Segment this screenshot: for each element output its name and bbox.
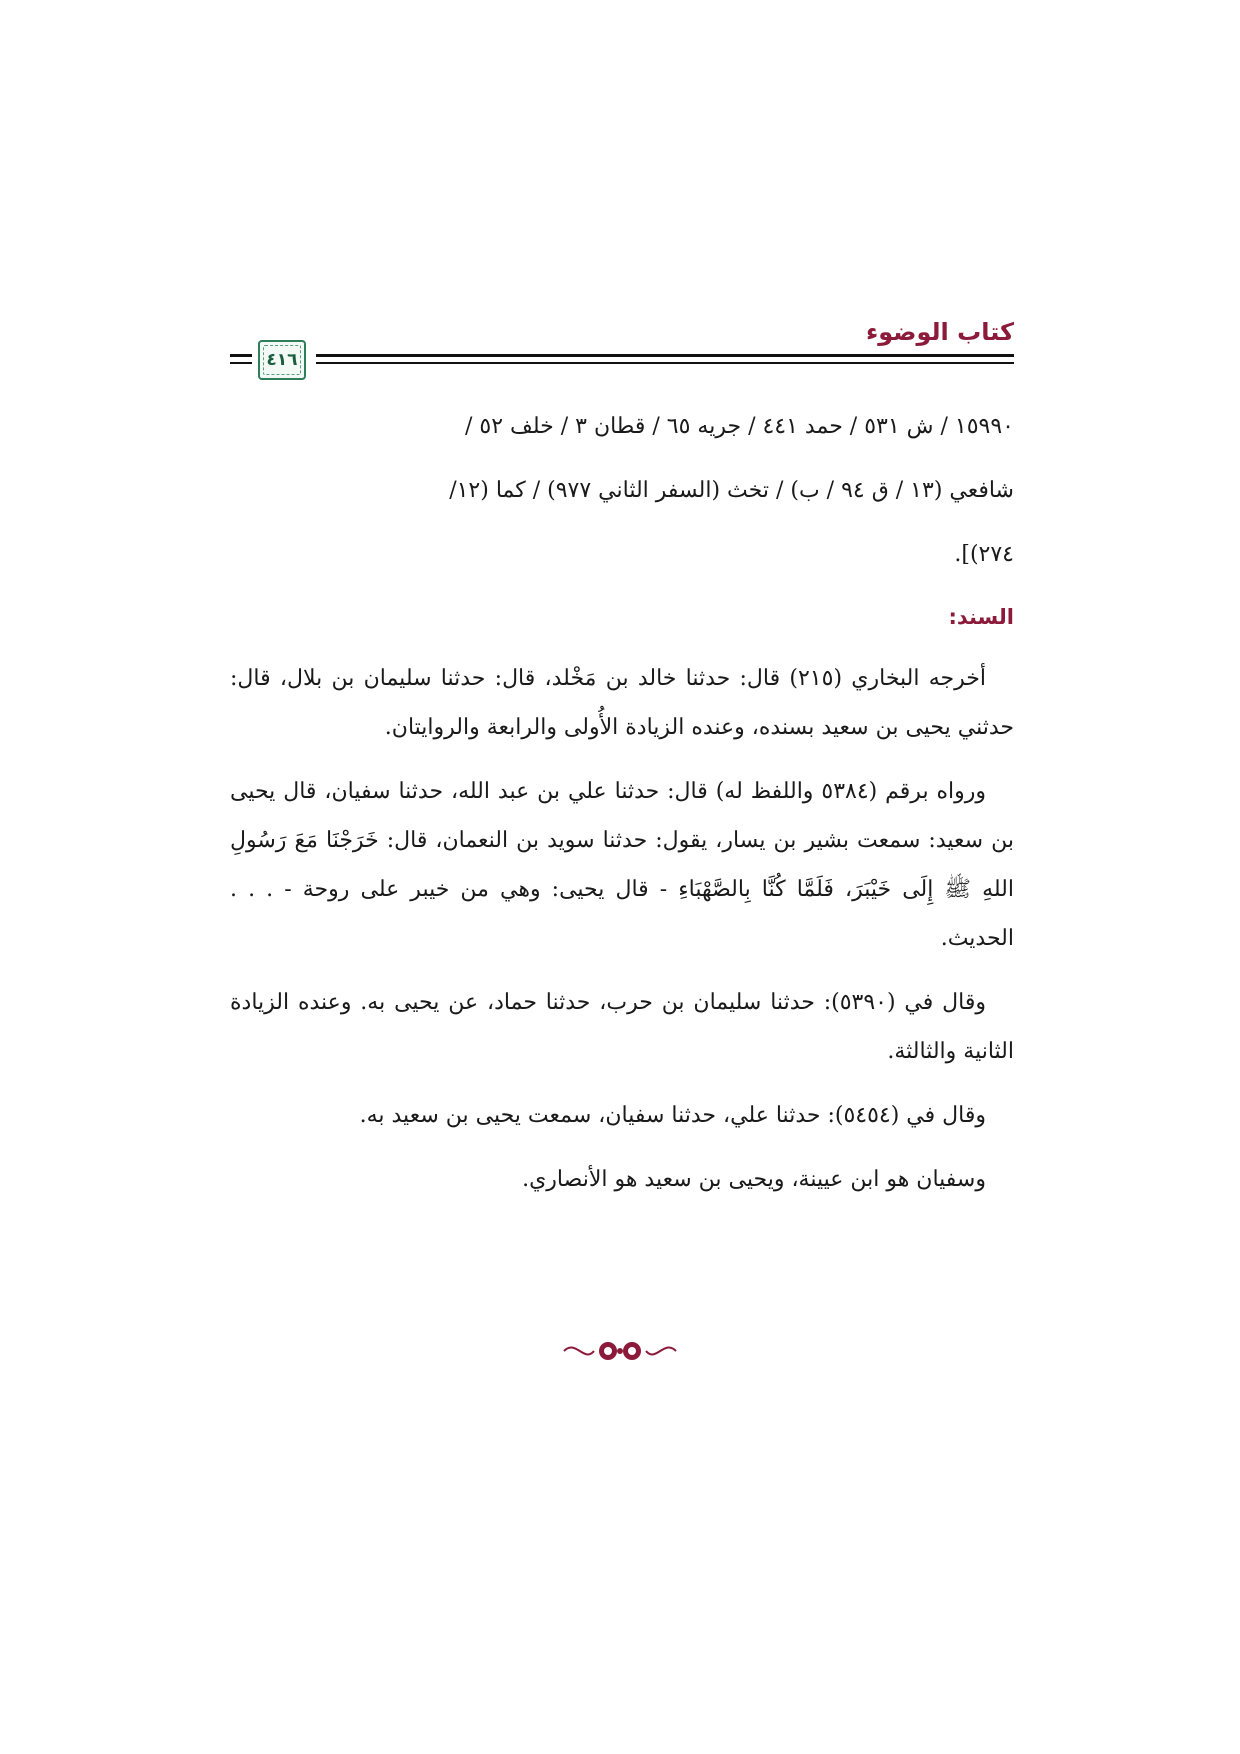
end-ornament <box>560 1336 680 1366</box>
reference-line-2: شافعي (١٣ / ق ٩٤ / ب) / تخث (السفر الثاني ٩٧٧) / كما (١٢/ <box>449 478 1014 503</box>
page-number-badge <box>258 340 306 380</box>
paragraph-5: وسفيان هو ابن عيينة، ويحيى بن سعيد هو الأنصاري. <box>522 1167 986 1192</box>
header-rule-left <box>230 354 252 364</box>
reference-line-3: ٢٧٤)]. <box>954 542 1014 567</box>
paragraph-2: ورواه برقم (٥٣٨٤ واللفظ له) قال: حدثنا علي بن عبد الله، حدثنا سفيان، قال يحيى بن سعيد: سمعت بشير بن يسار، يقول: حدثنا سويد بن النعمان، قال: خَرَجْنَا مَعَ رَسُولِ اللهِ ﷺ إِلَى خَيْبَرَ، فَلَمَّا كُنَّا بِالصَّهْبَاءِ - قال يحيى: وهي من خيبر على روحة - . . . الحديث. <box>230 779 1014 951</box>
reference-line-1: ١٥٩٩٠ / ش ٥٣١ / حمد ٤٤١ / جريه ٦٥ / قطان ٣ / خلف ٥٢ / <box>465 414 1014 439</box>
page-number: ٤١٦ <box>266 350 298 370</box>
page-header <box>230 318 1014 388</box>
page-content <box>230 402 1014 1219</box>
book-title: كتاب الوضوء <box>865 318 1014 346</box>
header-rule-right <box>316 354 1014 364</box>
section-heading-sanad: السند: <box>948 605 1014 629</box>
paragraph-1: أخرجه البخاري (٢١٥) قال: حدثنا خالد بن مَخْلد، قال: حدثنا سليمان بن بلال، قال: حدثني يحيى بن سعيد بسنده، وعنده الزيادة الأُولى والرابعة والروايتان. <box>230 666 1014 740</box>
paragraph-4: وقال في (٥٤٥٤): حدثنا علي، حدثنا سفيان، سمعت يحيى بن سعيد به. <box>359 1103 986 1128</box>
paragraph-3: وقال في (٥٣٩٠): حدثنا سليمان بن حرب، حدثنا حماد، عن يحيى به. وعنده الزيادة الثانية والثالثة. <box>230 990 1014 1064</box>
